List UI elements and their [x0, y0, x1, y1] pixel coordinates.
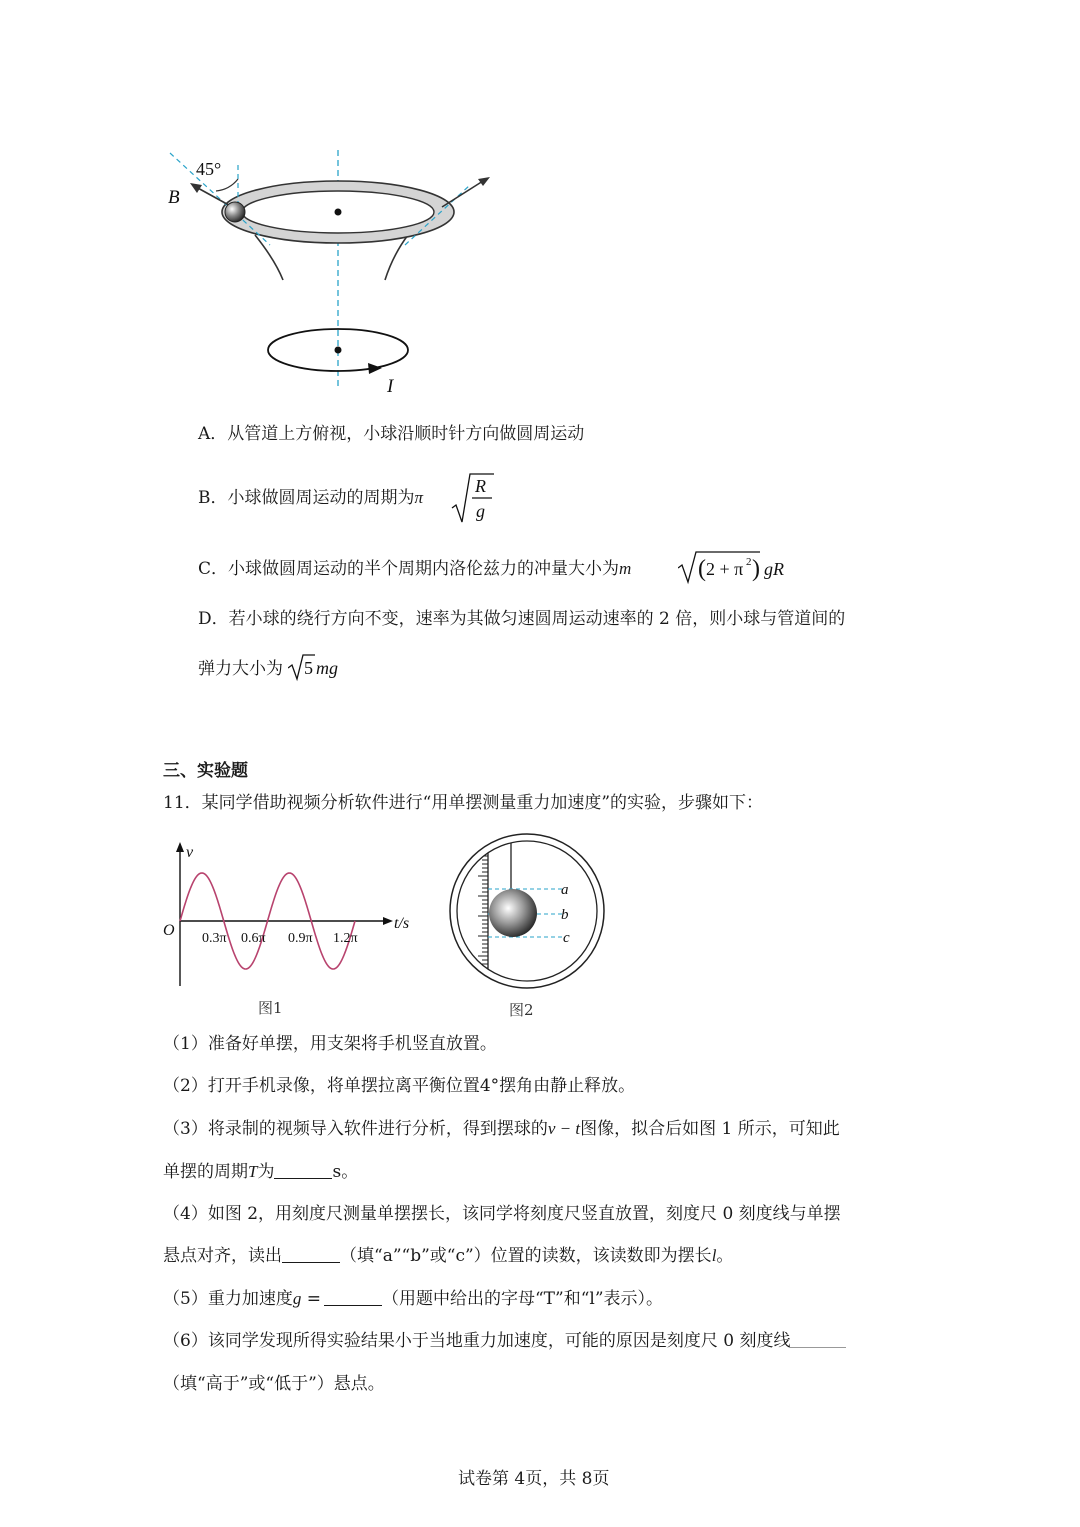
- fig1-x-label: t/s: [394, 915, 410, 932]
- step-6-line1: [163, 1329, 846, 1353]
- svg-text:): ): [752, 556, 760, 582]
- option-c-m: m: [619, 559, 632, 578]
- fig1-origin: O: [163, 922, 175, 939]
- step-3-var: v − t: [547, 1119, 581, 1138]
- step-4-line2-text: 悬点对齐，读出: [163, 1246, 282, 1266]
- option-b-sqrt: [450, 470, 495, 528]
- right-support-curve: [385, 235, 408, 280]
- option-c-sqrt: [678, 550, 808, 586]
- angle-label: 45°: [196, 159, 222, 179]
- step-3-text-a: （3）将录制的视频导入软件进行分析，得到摆球的: [163, 1119, 548, 1139]
- option-c: [198, 557, 631, 581]
- ring-tube-figure: [150, 135, 510, 400]
- option-c-inner: 2 + π: [706, 559, 744, 579]
- step-3-text-b: 图像，拟合后如图 1 所示，可知此: [580, 1119, 840, 1139]
- field-arrowhead-right: [478, 177, 490, 186]
- option-c-tail: gR: [764, 559, 784, 579]
- gravity-answer-blank[interactable]: [324, 1287, 382, 1306]
- step-5: [163, 1287, 663, 1311]
- step-4-line1: （4）如图 2，用刻度尺测量单摆摆长，该同学将刻度尺竖直放置，刻度尺 0 刻度线与单摆: [163, 1204, 841, 1224]
- period-answer-blank[interactable]: [274, 1160, 332, 1179]
- step-6-line2: （填“高于”或“低于”）悬点。: [163, 1374, 385, 1394]
- ball: [225, 202, 245, 222]
- option-b-text: B．小球做圆周运动的周期为: [198, 488, 415, 508]
- velocity-time-graph: [155, 838, 420, 998]
- question-stem: 11．某同学借助视频分析软件进行“用单摆测量重力加速度”的实验，步骤如下：: [163, 793, 764, 813]
- option-b: [198, 486, 423, 510]
- loop-center-dot: [335, 347, 342, 354]
- fig1-y-label: v: [186, 844, 194, 861]
- label-c: c: [563, 930, 570, 946]
- pendulum-ball: [489, 889, 537, 937]
- fig1-y-arrow: [176, 842, 184, 852]
- fig1-tick-4: 1.2π: [333, 931, 358, 946]
- option-d-line2-text: 弹力大小为: [198, 659, 283, 679]
- step-3-line2-mid: 为: [257, 1162, 275, 1182]
- option-d-root: 5: [304, 658, 313, 678]
- fig1-caption: 图1: [258, 999, 283, 1017]
- left-support-curve: [255, 235, 283, 280]
- step-5-g-var: g: [292, 1289, 302, 1308]
- ruler-magnifier-figure: [448, 832, 608, 992]
- option-a: A．从管道上方俯视，小球沿顺时针方向做圆周运动: [198, 424, 585, 444]
- ruler-position-answer-blank[interactable]: [790, 1329, 846, 1348]
- angle-arc: [216, 179, 238, 191]
- option-c-exponent: 2: [746, 556, 752, 568]
- fig1-tick-3: 0.9π: [288, 931, 313, 946]
- option-c-text: C．小球做圆周运动的半个周期内洛伦兹力的冲量大小为: [198, 559, 620, 579]
- fig1-tick-2: 0.6π: [241, 931, 266, 946]
- fig2-caption: 图2: [509, 1001, 534, 1019]
- label-a: a: [561, 882, 569, 898]
- step-4-end: 。: [716, 1246, 734, 1266]
- step-4-hint: （填“a”“b”或“c”）位置的读数，该读数即为摆长: [340, 1246, 712, 1266]
- step-1: （1）准备好单摆，用支架将手机竖直放置。: [163, 1034, 497, 1054]
- page-footer: 试卷第 4页，共 8页: [458, 1469, 610, 1489]
- svg-text:(: (: [698, 556, 706, 582]
- section-title: 三、实验题: [163, 761, 248, 781]
- step-3-line1: [163, 1117, 840, 1141]
- step-3-unit: s。: [332, 1162, 359, 1182]
- step-5-eq: =: [301, 1289, 321, 1309]
- label-b: b: [561, 907, 569, 923]
- option-b-denominator: g: [476, 501, 485, 521]
- step-5-hint: （用题中给出的字母“T”和“l”表示）。: [381, 1289, 664, 1309]
- option-b-numerator: R: [475, 476, 486, 496]
- current-label: I: [387, 376, 394, 397]
- field-arrowhead-left: [190, 183, 202, 193]
- step-3-line2: [163, 1160, 358, 1184]
- step-3-line2-text: 单摆的周期: [163, 1162, 248, 1182]
- fig1-tick-1: 0.3π: [202, 931, 227, 946]
- field-arrow-right: [442, 181, 483, 207]
- fig1-x-arrow: [383, 917, 393, 925]
- option-d-line1: D．若小球的绕行方向不变，速率为其做匀速圆周运动速率的 2 倍，则小球与管道间的: [198, 609, 846, 629]
- ring-center-dot: [335, 209, 342, 216]
- option-b-pi: π: [414, 488, 424, 507]
- position-answer-blank[interactable]: [282, 1244, 340, 1263]
- step-2: （2）打开手机录像，将单摆拉离平衡位置4°摆角由静止释放。: [163, 1076, 636, 1096]
- option-d-sqrt: [288, 652, 348, 682]
- option-d-line2: [198, 657, 283, 681]
- field-label: B: [168, 187, 180, 208]
- current-arrowhead: [368, 363, 382, 374]
- step-4-length-var: l: [711, 1246, 717, 1265]
- step-6-text: （6）该同学发现所得实验结果小于当地重力加速度，可能的原因是刻度尺 0 刻度线: [163, 1331, 791, 1351]
- step-5-text: （5）重力加速度: [163, 1289, 293, 1309]
- step-4-line2: [163, 1244, 733, 1268]
- step-3-period-var: T: [248, 1162, 258, 1181]
- option-d-tail: mg: [316, 658, 338, 678]
